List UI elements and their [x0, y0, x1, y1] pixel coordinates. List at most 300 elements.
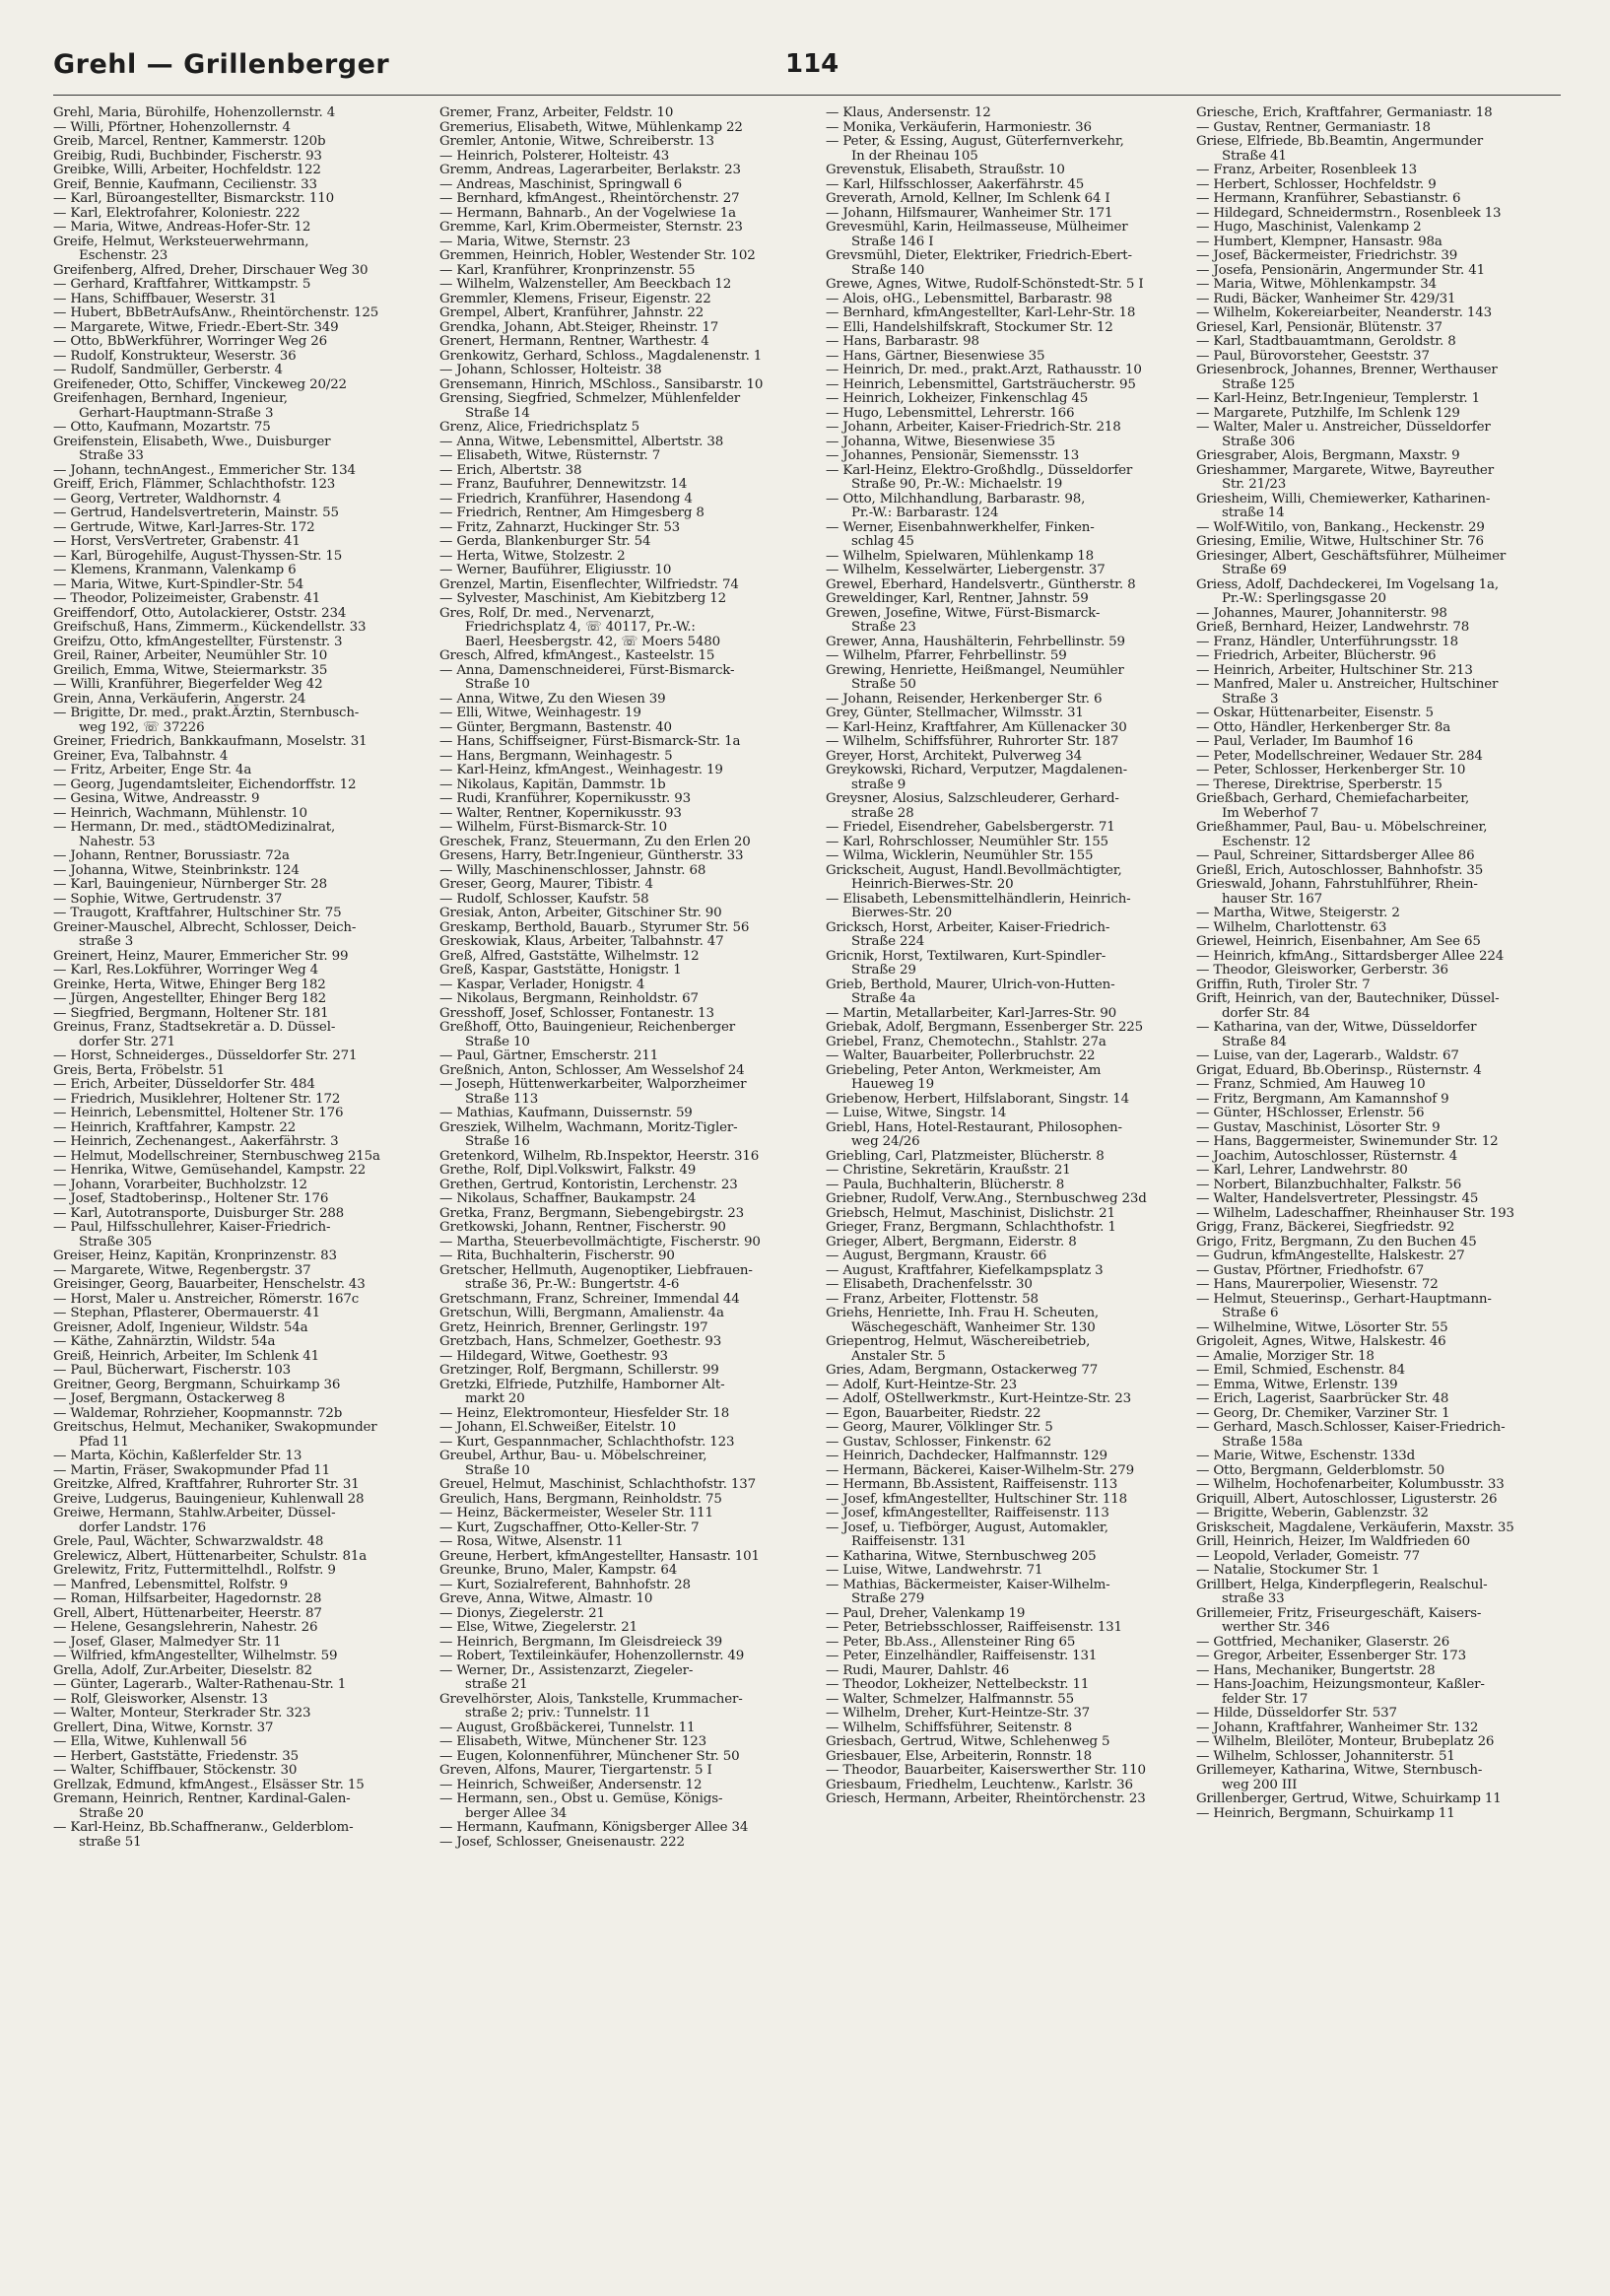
directory-entry: — Willi, Pförtner, Hohenzollernstr. 4	[53, 119, 291, 135]
directory-entry: — Wilhelm, Kokereiarbeiter, Neanderstr. 143	[1196, 305, 1492, 320]
directory-entry: Grießbach, Gerhard, Chemiefacharbeiter,	[1196, 791, 1470, 806]
entry-continuation: straße 36, Pr.-W.: Bungertstr. 4-6	[465, 1277, 680, 1292]
directory-entry: — Heinrich, Bergmann, Schuirkamp 11	[1196, 1805, 1455, 1821]
directory-entry: Grillbert, Helga, Kinderpflegerin, Realschul-	[1196, 1577, 1488, 1592]
directory-entry: — Else, Witwe, Ziegelerstr. 21	[439, 1620, 637, 1635]
directory-entry: Griesenbrock, Johannes, Brenner, Werthauser	[1196, 363, 1498, 377]
directory-entry: — Walter, Rentner, Kopernikusstr. 93	[439, 805, 682, 821]
directory-entry: Greweldinger, Karl, Rentner, Jahnstr. 59	[826, 591, 1089, 606]
directory-entry: Gricksch, Horst, Arbeiter, Kaiser-Friedrich-	[826, 919, 1110, 935]
directory-entry: Greune, Herbert, kfmAngestellter, Hansastr. 101	[439, 1548, 760, 1564]
directory-entry: — Josef, Stadtoberinsp., Holtener Str. 176	[53, 1191, 329, 1206]
directory-entry: — Karl, Kranführer, Kronprinzenstr. 55	[439, 262, 696, 278]
entry-continuation: Straße 306	[1222, 434, 1296, 449]
directory-entry: — Sylvester, Maschinist, Am Kiebitzberg 12	[439, 591, 727, 606]
directory-entry: — Josef, Bäckermeister, Friedrichstr. 39	[1196, 248, 1458, 263]
directory-entry: — Walter, Maler u. Anstreicher, Düsseldorfer	[1196, 420, 1491, 435]
column-3	[826, 106, 1190, 2274]
directory-entry: — Wilhelm, Spielwaren, Mühlenkamp 18	[826, 548, 1094, 564]
entry-continuation: Straße 4a	[851, 991, 916, 1006]
directory-entry: Gremmen, Heinrich, Hobler, Westender Str. 102	[439, 248, 756, 263]
directory-entry: — Luise, van der, Lagerarb., Waldstr. 67	[1196, 1048, 1459, 1063]
directory-entry: — Hermann, Bäckerei, Kaiser-Wilhelm-Str. 279	[826, 1462, 1134, 1478]
header-rule	[53, 95, 1561, 96]
directory-entry: Greulich, Hans, Bergmann, Reinholdstr. 75	[439, 1491, 722, 1507]
entry-continuation: Baerl, Heesbergstr. 42, ☏ Moers 5480	[465, 634, 720, 649]
directory-entry: — Helene, Gesangslehrerin, Nahestr. 26	[53, 1620, 318, 1635]
directory-entry: Grewer, Anna, Haushälterin, Fehrbellinstr. 59	[826, 634, 1125, 649]
directory-entry: — Gesina, Witwe, Andreasstr. 9	[53, 791, 260, 806]
directory-entry: Gretenkord, Wilhelm, Rb.Inspektor, Heerstr. 316	[439, 1148, 760, 1164]
directory-entry: — Manfred, Lebensmittel, Rolfstr. 9	[53, 1577, 288, 1592]
directory-entry: — Otto, Kaufmann, Mozartstr. 75	[53, 420, 271, 435]
directory-entry: — Hubert, BbBetrAufsAnw., Rheintörchenstr. 125	[53, 305, 379, 320]
directory-entry: — Heinrich, Bergmann, Im Gleisdreieck 39	[439, 1634, 722, 1650]
directory-entry: Greiner, Eva, Talbahnstr. 4	[53, 748, 229, 764]
directory-entry: — Mathias, Kaufmann, Duissernstr. 59	[439, 1106, 693, 1120]
directory-entry: Greifenhagen, Bernhard, Ingenieur,	[53, 391, 288, 406]
directory-entry: Greif, Bennie, Kaufmann, Cecilienstr. 33	[53, 176, 317, 192]
directory-entry: — Karl-Heinz, Betr.Ingenieur, Templerstr. 1	[1196, 391, 1481, 406]
directory-entry: Griebsch, Helmut, Maschinist, Dislichstr. 21	[826, 1205, 1115, 1221]
directory-entry: — Josef, u. Tiefbörger, August, Automakler,	[826, 1519, 1108, 1535]
directory-entry: — Johann, Reisender, Herkenberger Str. 6	[826, 691, 1103, 707]
directory-entry: — Günter, HSchlosser, Erlenstr. 56	[1196, 1106, 1425, 1120]
directory-entry: — Margarete, Witwe, Regenbergstr. 37	[53, 1262, 311, 1278]
directory-entry: — Anna, Witwe, Lebensmittel, Albertstr. 38	[439, 434, 724, 449]
directory-entry: — Heinrich, Dachdecker, Halfmannstr. 129	[826, 1449, 1107, 1463]
entry-continuation: Straße 84	[1222, 1034, 1287, 1049]
page-number: 114	[785, 49, 839, 79]
directory-entry: — Karl, Autotransporte, Duisburger Str. 288	[53, 1205, 345, 1221]
directory-entry: — Humbert, Klempner, Hansastr. 98a	[1196, 234, 1442, 249]
entry-continuation: Straße 140	[851, 262, 925, 278]
directory-entry: Griewel, Heinrich, Eisenbahner, Am See 65	[1196, 934, 1481, 949]
directory-entry: — Willy, Maschinenschlosser, Jahnstr. 68	[439, 862, 706, 878]
directory-entry: — Johann, Hilfsmaurer, Wanheimer Str. 171	[826, 205, 1113, 221]
directory-entry: — Franz, Arbeiter, Rosenbleek 13	[1196, 163, 1417, 177]
entry-continuation: Straße 14	[465, 405, 530, 421]
directory-entry: — Otto, Milchhandlung, Barbarastr. 98,	[826, 491, 1086, 506]
directory-entry: Greifschuß, Hans, Zimmerm., Kückendellstr. 33	[53, 620, 367, 635]
directory-entry: — Fritz, Zahnarzt, Huckinger Str. 53	[439, 519, 681, 535]
directory-entry: — Gregor, Arbeiter, Essenberger Str. 173	[1196, 1649, 1467, 1663]
entry-continuation: straße 21	[465, 1677, 528, 1692]
directory-entry: Gremer, Franz, Arbeiter, Feldstr. 10	[439, 106, 674, 120]
directory-entry: — Therese, Direktrise, Sperberstr. 15	[1196, 777, 1442, 792]
directory-entry: — Heinrich, Wachmann, Mühlenstr. 10	[53, 805, 307, 821]
directory-entry: Gresshoff, Josef, Schlosser, Fontanestr. 13	[439, 1005, 714, 1021]
directory-entry: — Elli, Handelshilfskraft, Stockumer Str. 12	[826, 319, 1113, 335]
directory-entry: Griehs, Henriette, Inh. Frau H. Scheuten,	[826, 1306, 1100, 1320]
entry-continuation: dorfer Str. 271	[79, 1034, 175, 1049]
directory-entry: Greitner, Georg, Bergmann, Schuirkamp 36	[53, 1377, 341, 1392]
directory-entry: Grigo, Fritz, Bergmann, Zu den Buchen 45	[1196, 1234, 1477, 1249]
entry-continuation: Straße 90, Pr.-W.: Michaelstr. 19	[851, 477, 1063, 492]
directory-entry: Grell, Albert, Hüttenarbeiter, Heerstr. 87	[53, 1605, 322, 1621]
entry-continuation: Straße 23	[851, 620, 916, 635]
directory-entry: Grelewitz, Fritz, Futtermittelhdl., Rolfstr. 9	[53, 1563, 336, 1578]
entry-continuation: werther Str. 346	[1222, 1620, 1330, 1635]
directory-entry: — Heinrich, Polsterer, Holteistr. 43	[439, 148, 670, 164]
directory-entry: — Gustav, Maschinist, Lösorter Str. 9	[1196, 1119, 1441, 1135]
directory-entry: Grellzak, Edmund, kfmAngest., Elsässer Str. 15	[53, 1777, 365, 1792]
page-header	[0, 0, 1610, 99]
directory-entry: — Paul, Bücherwart, Fischerstr. 103	[53, 1363, 292, 1378]
directory-entry: — Traugott, Kraftfahrer, Hultschiner Str. 75	[53, 906, 342, 920]
directory-entry: — Hans, Maurerpolier, Wiesenstr. 72	[1196, 1277, 1439, 1292]
directory-entry: — Johann, Kraftfahrer, Wanheimer Str. 132	[1196, 1720, 1479, 1735]
directory-entry: — Gottfried, Mechaniker, Glaserstr. 26	[1196, 1634, 1450, 1650]
directory-entry: — Franz, Arbeiter, Flottenstr. 58	[826, 1291, 1039, 1307]
directory-entry: Greifenstein, Elisabeth, Wwe., Duisburger	[53, 434, 331, 449]
directory-entry: — Walter, Schiffbauer, Stöckenstr. 30	[53, 1763, 298, 1778]
directory-entry: — Wilma, Wicklerin, Neumühler Str. 155	[826, 848, 1094, 863]
directory-entry: — Josef, Glaser, Malmedyer Str. 11	[53, 1634, 282, 1650]
directory-entry: — Leopold, Verlader, Gomeistr. 77	[1196, 1548, 1420, 1564]
directory-entry: — Friedrich, Musiklehrer, Holtener Str. 172	[53, 1091, 341, 1107]
directory-entry: — Peter, & Essing, August, Güterfernverkehr,	[826, 134, 1124, 149]
entry-continuation: Pr.-W.: Sperlingsgasse 20	[1222, 591, 1386, 606]
directory-entry: Grey, Günter, Stellmacher, Wilmsstr. 31	[826, 706, 1084, 720]
directory-entry: Gresiak, Anton, Arbeiter, Gitschiner Str. 90	[439, 906, 722, 920]
entry-continuation: Im Weberhof 7	[1222, 805, 1319, 821]
directory-entry: Gremme, Karl, Krim.Obermeister, Sternstr. 23	[439, 220, 743, 235]
directory-entry: Grillemeyer, Katharina, Witwe, Sternbusch-	[1196, 1763, 1483, 1778]
directory-entry: — Emil, Schmied, Eschenstr. 84	[1196, 1363, 1406, 1378]
directory-entry: — Elli, Witwe, Weinhagestr. 19	[439, 706, 641, 720]
directory-entry: Greschek, Franz, Steuermann, Zu den Erlen 20	[439, 834, 751, 849]
directory-entry: — Heinz, Elektromonteur, Hiesfelder Str. 18	[439, 1405, 730, 1421]
directory-entry: — Wilhelm, Schlosser, Johanniterstr. 51	[1196, 1748, 1455, 1764]
directory-entry: Grigat, Eduard, Bb.Oberinsp., Rüsternstr. 4	[1196, 1062, 1482, 1078]
directory-entry: — Gerhard, Kraftfahrer, Wittkampstr. 5	[53, 277, 311, 292]
directory-entry: — Josef, kfmAngestellter, Raiffeisenstr. 113	[826, 1506, 1109, 1520]
entry-continuation: schlag 45	[851, 534, 914, 549]
directory-entry: Gretschmann, Franz, Schreiner, Immendal 44	[439, 1291, 740, 1307]
directory-entry: — Johann, Rentner, Borussiastr. 72a	[53, 848, 290, 863]
directory-entry: Grill, Heinrich, Heizer, Im Waldfrieden 60	[1196, 1534, 1470, 1549]
directory-entry: Grenkowitz, Gerhard, Schloss., Magdalenenstr. 1	[439, 348, 763, 364]
entry-continuation: straße 14	[1222, 506, 1285, 520]
directory-entry: — Rosa, Witwe, Alsenstr. 11	[439, 1534, 624, 1549]
directory-entry: — Heinrich, Lokheizer, Finkenschlag 45	[826, 391, 1089, 406]
directory-entry: Grevesmühl, Karin, Heilmasseuse, Mülheimer	[826, 220, 1128, 235]
directory-entry: — Hermann, Bb.Assistent, Raiffeisenstr. 113	[826, 1477, 1118, 1492]
directory-entry: — Bernhard, kfmAngestellter, Karl-Lehr-Str. 18	[826, 305, 1136, 320]
directory-entry: Gresens, Harry, Betr.Ingenieur, Güntherstr. 33	[439, 848, 744, 863]
directory-entry: Grensing, Siegfried, Schmelzer, Mühlenfelder	[439, 391, 740, 406]
entry-continuation: dorfer Landstr. 176	[79, 1519, 207, 1535]
directory-entry: — Karl, Hilfsschlosser, Aakerfährstr. 45	[826, 176, 1085, 192]
directory-entry: — Hans, Bergmann, Weinhagestr. 5	[439, 748, 673, 764]
directory-entry: Grenzel, Martin, Eisenflechter, Wilfriedstr. 74	[439, 576, 739, 592]
directory-entry: Grehl, Maria, Bürohilfe, Hohenzollernstr. 4	[53, 106, 336, 120]
directory-entry: — Fritz, Bergmann, Am Kamannshof 9	[1196, 1091, 1449, 1107]
directory-entry: Grewing, Henriette, Heißmangel, Neumühler	[826, 662, 1124, 678]
directory-entry: — Wilhelm, Schiffsführer, Seitenstr. 8	[826, 1720, 1072, 1735]
directory-entry: — Heinrich, kfmAng., Sittardsberger Allee 224	[1196, 948, 1505, 964]
directory-entry: — Gerda, Blankenburger Str. 54	[439, 534, 651, 549]
entry-continuation: Anstaler Str. 5	[851, 1348, 946, 1364]
directory-entry: Greitzke, Alfred, Kraftfahrer, Ruhrorter Str. 31	[53, 1477, 360, 1492]
directory-entry: — Josef, Schlosser, Gneisenaustr. 222	[439, 1834, 685, 1850]
directory-entry: — Margarete, Witwe, Friedr.-Ebert-Str. 349	[53, 319, 339, 335]
directory-entry: Griese, Elfriede, Bb.Beamtin, Angermunder	[1196, 134, 1484, 149]
directory-entry: — Hildegard, Schneidermstrn., Rosenbleek 13	[1196, 205, 1502, 221]
directory-entry: Greinke, Herta, Witwe, Ehinger Berg 182	[53, 977, 326, 992]
directory-entry: — Fritz, Arbeiter, Enge Str. 4a	[53, 763, 252, 777]
directory-entry: — Helmut, Steuerinsp., Gerhart-Hauptmann-	[1196, 1291, 1492, 1307]
directory-entry: — Waldemar, Rohrzieher, Koopmannstr. 72b	[53, 1405, 343, 1421]
directory-entry: — Günter, Bergmann, Bastenstr. 40	[439, 719, 672, 735]
directory-entry: Grieshammer, Margarete, Witwe, Bayreuther	[1196, 462, 1494, 478]
entry-continuation: Haueweg 19	[851, 1077, 934, 1092]
directory-entry: Grenz, Alice, Friedrichsplatz 5	[439, 420, 639, 435]
directory-entry: Griebling, Carl, Platzmeister, Blücherstr. 8	[826, 1148, 1105, 1164]
directory-entry: — Martha, Steuerbevollmächtigte, Fischerstr. 90	[439, 1234, 761, 1249]
directory-entry: — Christine, Sekretärin, Kraußstr. 21	[826, 1163, 1071, 1178]
directory-entry: Griesel, Karl, Pensionär, Blütenstr. 37	[1196, 319, 1442, 335]
directory-entry: — Heinz, Bäckermeister, Weseler Str. 111	[439, 1506, 713, 1520]
directory-entry: Grift, Heinrich, van der, Bautechniker, Düssel-	[1196, 991, 1500, 1006]
directory-entry: — Maria, Witwe, Kurt-Spindler-Str. 54	[53, 576, 304, 592]
entry-continuation: straße 9	[851, 777, 906, 792]
directory-entry: Greiner-Mauschel, Albrecht, Schlosser, Deich-	[53, 919, 357, 935]
directory-entry: — Wilhelm, Fürst-Bismarck-Str. 10	[439, 820, 667, 835]
directory-entry: — Johann, technAngest., Emmericher Str. 134	[53, 462, 356, 478]
directory-entry: — Hans, Mechaniker, Bungertstr. 28	[1196, 1662, 1436, 1678]
directory-entry: Grillemeier, Fritz, Friseurgeschäft, Kaisers-	[1196, 1605, 1482, 1621]
directory-entry: — Walter, Handelsvertreter, Plessingstr. 45	[1196, 1191, 1479, 1206]
entry-continuation: weg 24/26	[851, 1134, 920, 1149]
directory-entry: — Natalie, Stockumer Str. 1	[1196, 1563, 1380, 1578]
directory-entry: Griebeling, Peter Anton, Werkmeister, Am	[826, 1062, 1102, 1078]
directory-entry: — Dionys, Ziegelerstr. 21	[439, 1605, 605, 1621]
directory-entry: Grickscheit, August, Handl.Bevollmächtigter,	[826, 862, 1122, 878]
directory-entry: Grigg, Franz, Bäckerei, Siegfriedstr. 92	[1196, 1220, 1455, 1235]
directory-entry: Grieger, Franz, Bergmann, Schlachthofstr. 1	[826, 1220, 1116, 1235]
directory-entry: Greykowski, Richard, Verputzer, Magdalenen-	[826, 763, 1128, 777]
directory-entry: — Heinrich, Schweißer, Andersenstr. 12	[439, 1777, 703, 1792]
directory-entry: — Hermann, Dr. med., städtOMedizinalrat,	[53, 820, 336, 835]
entry-continuation: Gerhart-Hauptmann-Straße 3	[79, 405, 274, 421]
directory-entry: Grein, Anna, Verkäuferin, Angerstr. 24	[53, 691, 306, 707]
directory-entry: — Heinrich, Lebensmittel, Gartsträucherstr. 95	[826, 376, 1136, 392]
directory-entry: — Theodor, Bauarbeiter, Kaiserswerther Str. 110	[826, 1763, 1146, 1778]
entry-continuation: Heinrich-Bierwes-Str. 20	[851, 877, 1014, 892]
entry-continuation: Bierwes-Str. 20	[851, 906, 953, 920]
entry-continuation: straße 51	[79, 1834, 142, 1850]
directory-entry: — Maria, Witwe, Möhlenkampstr. 34	[1196, 277, 1437, 292]
directory-entry: Grigoleit, Agnes, Witwe, Halskestr. 46	[1196, 1334, 1446, 1349]
directory-entry: — Georg, Dr. Chemiker, Varziner Str. 1	[1196, 1405, 1450, 1421]
directory-entry: — Otto, Bergmann, Gelderblomstr. 50	[1196, 1462, 1445, 1478]
directory-entry: — Karl-Heinz, kfmAngest., Weinhagestr. 19	[439, 763, 723, 777]
directory-entry: — Klemens, Kranmann, Valenkamp 6	[53, 563, 297, 577]
directory-entry: Grellert, Dina, Witwe, Kornstr. 37	[53, 1720, 274, 1735]
directory-entry: Greysner, Alosius, Salzschleuderer, Gerhard-	[826, 791, 1119, 806]
directory-entry: — Peter, Bb.Ass., Allensteiner Ring 65	[826, 1634, 1076, 1650]
directory-entry: — Georg, Jugendamtsleiter, Eichendorffstr. 12	[53, 777, 357, 792]
directory-entry: — Amalie, Morziger Str. 18	[1196, 1348, 1375, 1364]
directory-entry: — Karl-Heinz, Bb.Schaffneranw., Gelderblom-	[53, 1820, 354, 1835]
entry-continuation: straße 33	[1222, 1591, 1285, 1606]
directory-entry: — Martha, Witwe, Steigerstr. 2	[1196, 906, 1400, 920]
directory-entry: — Rudi, Kranführer, Kopernikusstr. 93	[439, 791, 692, 806]
directory-entry: — Paul, Bürovorsteher, Geeststr. 37	[1196, 348, 1430, 364]
directory-entry: — Werner, Bauführer, Eligiusstr. 10	[439, 563, 672, 577]
directory-entry: — Wilhelm, Dreher, Kurt-Heintze-Str. 37	[826, 1706, 1091, 1721]
directory-entry: — Rudi, Bäcker, Wanheimer Str. 429/31	[1196, 291, 1456, 306]
entry-continuation: Straße 6	[1222, 1306, 1279, 1320]
directory-entry: Grella, Adolf, Zur.Arbeiter, Dieselstr. 82	[53, 1662, 312, 1678]
column-4	[1196, 106, 1561, 2274]
directory-entry: — Johannes, Pensionär, Siemensstr. 13	[826, 448, 1080, 463]
directory-entry: — Andreas, Maschinist, Springwall 6	[439, 176, 683, 192]
directory-entry: Greiß, Heinrich, Arbeiter, Im Schlenk 41	[53, 1348, 319, 1364]
directory-entry: — Joachim, Autoschlosser, Rüsternstr. 4	[1196, 1148, 1458, 1164]
directory-entry: — Adolf, Kurt-Heintze-Str. 23	[826, 1377, 1017, 1392]
directory-entry: — Erich, Lagerist, Saarbrücker Str. 48	[1196, 1391, 1449, 1406]
directory-entry: — Friedrich, Rentner, Am Himgesberg 8	[439, 506, 704, 520]
directory-entry: Grensemann, Hinrich, MSchloss., Sansibarstr. 10	[439, 376, 764, 392]
directory-entry: Griepentrog, Helmut, Wäschereibetrieb,	[826, 1334, 1091, 1349]
directory-entry: Greyer, Horst, Architekt, Pulverweg 34	[826, 748, 1083, 764]
directory-entry: Gretzinger, Rolf, Bergmann, Schillerstr. 99	[439, 1363, 719, 1378]
directory-entry: — Katharina, Witwe, Sternbuschweg 205	[826, 1548, 1097, 1564]
directory-entry: — Anna, Witwe, Zu den Wiesen 39	[439, 691, 666, 707]
entry-continuation: Straße 146 I	[851, 234, 934, 249]
directory-entry: — Kaspar, Verlader, Honigstr. 4	[439, 977, 645, 992]
directory-entry: Gresch, Alfred, kfmAngest., Kasteelstr. 15	[439, 648, 715, 663]
directory-entry: — Johanna, Witwe, Biesenwiese 35	[826, 434, 1055, 449]
directory-entry: — Franz, Schmied, Am Hauweg 10	[1196, 1077, 1426, 1092]
entry-continuation: Straße 29	[851, 963, 916, 978]
directory-entry: Grießl, Erich, Autoschlosser, Bahnhofstr. 35	[1196, 862, 1484, 878]
directory-entry: — Karl-Heinz, Elektro-Großhdlg., Düsseldorfer	[826, 462, 1133, 478]
directory-entry: — Walter, Schmelzer, Halfmannstr. 55	[826, 1691, 1075, 1707]
directory-entry: — Hans, Gärtner, Biesenwiese 35	[826, 348, 1045, 364]
directory-entry: Griesbach, Gertrud, Witwe, Schlehenweg 5	[826, 1734, 1110, 1749]
directory-entry: — Heinrich, Dr. med., prakt.Arzt, Rathausstr. 10	[826, 363, 1142, 377]
directory-entry: Griesch, Hermann, Arbeiter, Rheintörchenstr. 23	[826, 1791, 1146, 1806]
directory-entry: — Hans, Schiffbauer, Weserstr. 31	[53, 291, 277, 306]
directory-entry: — Gustav, Schlosser, Finkenstr. 62	[826, 1434, 1051, 1450]
directory-entry: — Peter, Modellschreiner, Wedauer Str. 284	[1196, 748, 1483, 764]
directory-entry: — Wilhelm, Hochofenarbeiter, Kolumbusstr. 33	[1196, 1477, 1505, 1492]
directory-entry: — Johann, Schlosser, Holteistr. 38	[439, 363, 662, 377]
directory-entry: Greven, Alfons, Maurer, Tiergartenstr. 5 I	[439, 1763, 712, 1778]
directory-entry: — Georg, Vertreter, Waldhornstr. 4	[53, 491, 282, 506]
directory-entry: — Kurt, Gespannmacher, Schlachthofstr. 123	[439, 1434, 735, 1450]
directory-entry: — Werner, Eisenbahnwerkhelfer, Finken-	[826, 519, 1095, 535]
directory-entry: Greverath, Arnold, Kellner, Im Schlenk 64 I	[826, 191, 1110, 206]
entry-continuation: Straße 50	[851, 677, 916, 692]
directory-entry: Gremler, Antonie, Witwe, Schreiberstr. 13	[439, 134, 714, 149]
entry-continuation: Straße 10	[465, 1034, 530, 1049]
directory-entry: Greifenberg, Alfred, Dreher, Dirschauer Weg 30	[53, 262, 369, 278]
directory-entry: — Josef, kfmAngestellter, Hultschiner Str. 118	[826, 1491, 1128, 1507]
entry-continuation: Straße 113	[465, 1091, 539, 1107]
directory-entry: Grevenstuk, Elisabeth, Straußstr. 10	[826, 163, 1065, 177]
directory-entry: — Kurt, Sozialreferent, Bahnhofstr. 28	[439, 1577, 691, 1592]
entry-continuation: weg 200 III	[1222, 1777, 1298, 1792]
directory-entry: Grieger, Albert, Bergmann, Eiderstr. 8	[826, 1234, 1077, 1249]
directory-entry: Greifeneder, Otto, Schiffer, Vinckeweg 20/22	[53, 376, 347, 392]
directory-entry: Grevelhörster, Alois, Tankstelle, Krummacher-	[439, 1691, 743, 1707]
directory-entry: — Georg, Maurer, Völklinger Str. 5	[826, 1420, 1053, 1435]
directory-entry: — Brigitte, Dr. med., prakt.Ärztin, Sternbusch-	[53, 706, 360, 720]
directory-entry: Grewen, Josefine, Witwe, Fürst-Bismarck-	[826, 605, 1101, 621]
entry-continuation: Pr.-W.: Barbarastr. 124	[851, 506, 999, 520]
directory-entry: — Friedel, Eisendreher, Gabelsbergerstr. 71	[826, 820, 1115, 835]
directory-entry: — Ella, Witwe, Kuhlenwall 56	[53, 1734, 247, 1749]
directory-entry: — August, Bergmann, Kraustr. 66	[826, 1249, 1047, 1263]
directory-entry: — Franz, Händler, Unterführungsstr. 18	[1196, 634, 1458, 649]
directory-entry: — Rudolf, Schlosser, Kaufstr. 58	[439, 891, 649, 907]
directory-entry: Gremmler, Klemens, Friseur, Eigenstr. 22	[439, 291, 711, 306]
directory-entry: — Hermann, Kaufmann, Königsberger Allee 34	[439, 1820, 749, 1835]
directory-entry: — Emma, Witwe, Erlenstr. 139	[1196, 1377, 1398, 1392]
directory-entry: — Marta, Köchin, Kaßlerfelder Str. 13	[53, 1449, 302, 1463]
directory-entry: — Hildegard, Witwe, Goethestr. 93	[439, 1348, 668, 1364]
directory-entry: — Josef, Bergmann, Ostackerweg 8	[53, 1391, 286, 1406]
directory-entry: Greve, Anna, Witwe, Almastr. 10	[439, 1591, 653, 1606]
directory-entry: Griesbaum, Friedhelm, Leuchtenw., Karlstr. 36	[826, 1777, 1133, 1792]
directory-entry: Griquill, Albert, Autoschlosser, Ligusterstr. 26	[1196, 1491, 1498, 1507]
directory-entry: — Peter, Betriebsschlosser, Raiffeisenstr. 131	[826, 1620, 1122, 1635]
directory-entry: — Stephan, Pflasterer, Obermauerstr. 41	[53, 1306, 321, 1320]
directory-entry: Griesche, Erich, Kraftfahrer, Germaniastr. 18	[1196, 106, 1493, 120]
directory-entry: — Paul, Gärtner, Emscherstr. 211	[439, 1048, 659, 1063]
directory-entry: — Wilhelm, Bleilöter, Monteur, Brubeplatz 26	[1196, 1734, 1495, 1749]
directory-entry: — Johann, Vorarbeiter, Buchholzstr. 12	[53, 1177, 307, 1192]
directory-entry: Grieß, Bernhard, Heizer, Landwehrstr. 78	[1196, 620, 1470, 635]
directory-entry: Greib, Marcel, Rentner, Kammerstr. 120b	[53, 134, 326, 149]
directory-entry: — Anna, Damenschneiderei, Fürst-Bismarck-	[439, 662, 735, 678]
directory-entry: Grevsmühl, Dieter, Elektriker, Friedrich-Ebert-	[826, 248, 1132, 263]
entry-continuation: Straße 3	[1222, 691, 1279, 707]
directory-entry: Greisinger, Georg, Bauarbeiter, Henschelstr. 43	[53, 1277, 366, 1292]
entry-continuation: In der Rheinau 105	[851, 148, 978, 164]
directory-entry: Griebenow, Herbert, Hilfslaborant, Singstr. 14	[826, 1091, 1130, 1107]
entry-continuation: Pfad 11	[79, 1434, 129, 1450]
entry-continuation: Straße 305	[79, 1234, 153, 1249]
directory-entry: Grewel, Eberhard, Handelsvertr., Güntherstr. 8	[826, 576, 1136, 592]
directory-entry: Grieb, Berthold, Maurer, Ulrich-von-Hutten-	[826, 977, 1115, 992]
directory-entry: Griesbauer, Else, Arbeiterin, Ronnstr. 18	[826, 1748, 1093, 1764]
directory-entry: — Hans, Schiffseigner, Fürst-Bismarck-Str. 1a	[439, 734, 741, 749]
directory-entry: — Hugo, Lebensmittel, Lehrerstr. 166	[826, 405, 1075, 421]
directory-entry: — Rudolf, Konstrukteur, Weserstr. 36	[53, 348, 297, 364]
directory-entry: Grewe, Agnes, Witwe, Rudolf-Schönstedt-Str. 5 I	[826, 277, 1144, 292]
directory-entry: — Wolf-Witilo, von, Bankang., Heckenstr. 29	[1196, 519, 1485, 535]
directory-entry: Griess, Adolf, Dachdeckerei, Im Vogelsang 1a,	[1196, 576, 1499, 592]
directory-entry: Grießhammer, Paul, Bau- u. Möbelschreiner,	[1196, 820, 1488, 835]
directory-entry: Griskscheit, Magdalene, Verkäuferin, Maxstr. 35	[1196, 1519, 1514, 1535]
directory-entry: Greskowiak, Klaus, Arbeiter, Talbahnstr. 47	[439, 934, 724, 949]
directory-entry: Greisner, Adolf, Ingenieur, Wildstr. 54a	[53, 1319, 308, 1335]
directory-entry: Greibig, Rudi, Buchbinder, Fischerstr. 93	[53, 148, 322, 164]
directory-entry: — Manfred, Maler u. Anstreicher, Hultschiner	[1196, 677, 1499, 692]
directory-entry: — Luise, Witwe, Landwehrstr. 71	[826, 1563, 1043, 1578]
directory-entry: Gricnik, Horst, Textilwaren, Kurt-Spindler-	[826, 948, 1107, 964]
directory-entry: — Maria, Witwe, Andreas-Hofer-Str. 12	[53, 220, 311, 235]
directory-entry: — August, Kraftfahrer, Kiefelkampsplatz 3	[826, 1262, 1104, 1278]
directory-entry: — Peter, Einzelhändler, Raiffeisenstr. 131	[826, 1649, 1098, 1663]
entry-continuation: felder Str. 17	[1222, 1691, 1308, 1707]
